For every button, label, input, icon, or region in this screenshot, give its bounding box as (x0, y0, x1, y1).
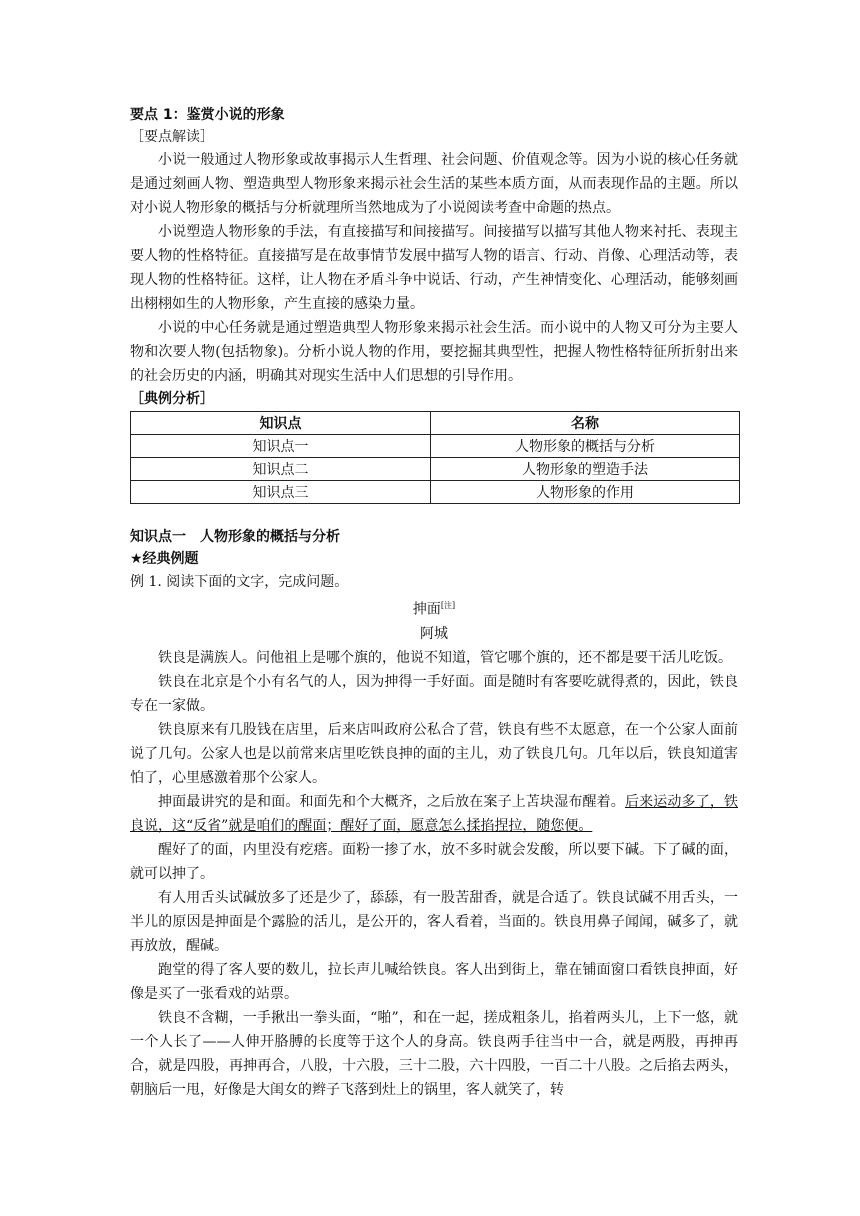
star-heading: ★经典例题 (130, 551, 199, 567)
document-content (130, 104, 738, 1102)
section-title: 要点 1：鉴赏小说的形象 (130, 107, 285, 123)
story-paragraph (130, 790, 738, 838)
spacer (130, 504, 738, 526)
table-cell: 人物形象的概括与分析 (431, 435, 740, 458)
table-header: 知识点 (131, 412, 431, 435)
table-row (131, 481, 740, 504)
section-title: 知识点一 人物形象的概括与分析 (130, 529, 340, 545)
story-paragraph: 跑堂的得了客人要的数儿，拉长声儿喊给铁良。客人出到街上，靠在铺面窗口看铁良抻面，好像是买了一张看戏的站票。 (130, 961, 738, 1002)
example-intro: 例 1. 阅读下面的文字，完成问题。 (130, 574, 349, 590)
story-paragraph: 铁良不含糊，一手揪出一拳头面，“啪”，和在一起，搓成粗条儿，掐着两头儿，上下一悠，就一个人长了——人伸开胳膊的长度等于这个人的身高。铁良两手往当中一合，就是两股，再抻再合，就是四股，再抻再合，八股，十六股，三十二股，六十四股，一百二十八股。之后掐去两头，朝脑后一甩，好像是大闺女的辫子飞落到灶上的锅里，客人就笑了，转 (130, 1009, 738, 1098)
story-paragraph: 有人用舌头试碱放多了还是少了，舔舔，有一股苦甜香，就是合适了。铁良试碱不用舌头，一半儿的原因是抻面是个露脸的活儿，是公开的，客人看着，当面的。铁良用鼻子闻闻，碱多了，就再放放，醒碱。 (130, 889, 738, 954)
table-cell: 人物形象的作用 (431, 481, 740, 504)
underlined-text: 后来运动多了，铁良说，这“反省”就是咱们的醒面；醒好了面，愿意怎么揉掐捏拉，随您便。 (130, 793, 739, 834)
table-row (131, 435, 740, 458)
story-title-text: 抻面 (412, 601, 441, 618)
story-title (130, 594, 738, 622)
story-paragraph: 铁良在北京是个小有名气的人，因为抻得一手好面。面是随时有客要吃就得煮的，因此，铁良专在一家做。 (130, 673, 738, 714)
story-author: 阿城 (420, 625, 448, 642)
table-cell: 知识点三 (131, 481, 431, 504)
table-header-row (131, 412, 740, 435)
knowledge-table (130, 411, 740, 504)
table-caption: ［典例分析］ (130, 391, 214, 407)
paragraph: 小说塑造人物形象的手法，有直接描写和间接描写。间接描写以描写其他人物来衬托、表现主要人物的性格特征。直接描写是在故事情节发展中描写人物的语言、行动、肖像、心理活动等，表现人物的性格特征。这样，让人物在矛盾斗争中说话、行动，产生神情变化、心理活动，能够刻画出栩栩如生的人物形象，产生直接的感染力量。 (130, 224, 738, 312)
story-paragraph: 醒好了的面，内里没有疙瘩。面粉一掺了水，放不多时就会发酸，所以要下碱。下了碱的面，就可以抻了。 (130, 841, 738, 882)
section-subtitle: ［要点解读］ (130, 129, 214, 145)
story-paragraph: 铁良原来有几股钱在店里，后来店叫政府公私合了营，铁良有些不太愿意，在一个公家人面前说了几句。公家人也是以前常来店里吃铁良抻的面的主儿，劝了铁良几句。几年以后，铁良知道害怕了，心里感激着那个公家人。 (130, 721, 738, 786)
table-cell: 人物形象的塑造手法 (431, 458, 740, 481)
footnote-marker: [注] (440, 601, 456, 610)
story-paragraph: 铁良是满族人。问他祖上是哪个旗的，他说不知道，管它哪个旗的，还不都是要干活儿吃饭。 (158, 649, 732, 666)
story-text: 抻面最讲究的是和面。和面先和个大概齐，之后放在案子上苫块湿布醒着。 (158, 793, 625, 810)
paragraph: 小说一般通过人物形象或故事揭示人生哲理、社会问题、价值观念等。因为小说的核心任务就是通过刻画人物、塑造典型人物形象来揭示社会生活的某些本质方面，从而表现作品的主题。所以对小说人物形象的概括与分析就理所当然地成为了小说阅读考查中命题的热点。 (130, 152, 738, 216)
table-header: 名称 (431, 412, 740, 435)
table-row (131, 458, 740, 481)
table-cell: 知识点二 (131, 458, 431, 481)
table-cell: 知识点一 (131, 435, 431, 458)
paragraph: 小说的中心任务就是通过塑造典型人物形象来揭示社会生活。而小说中的人物又可分为主要人物和次要人物(包括物象)。分析小说人物的作用，要挖掘其典型性，把握人物性格特征所折射出来的社会历史的内涵，明确其对现实生活中人们思想的引导作用。 (130, 320, 738, 384)
